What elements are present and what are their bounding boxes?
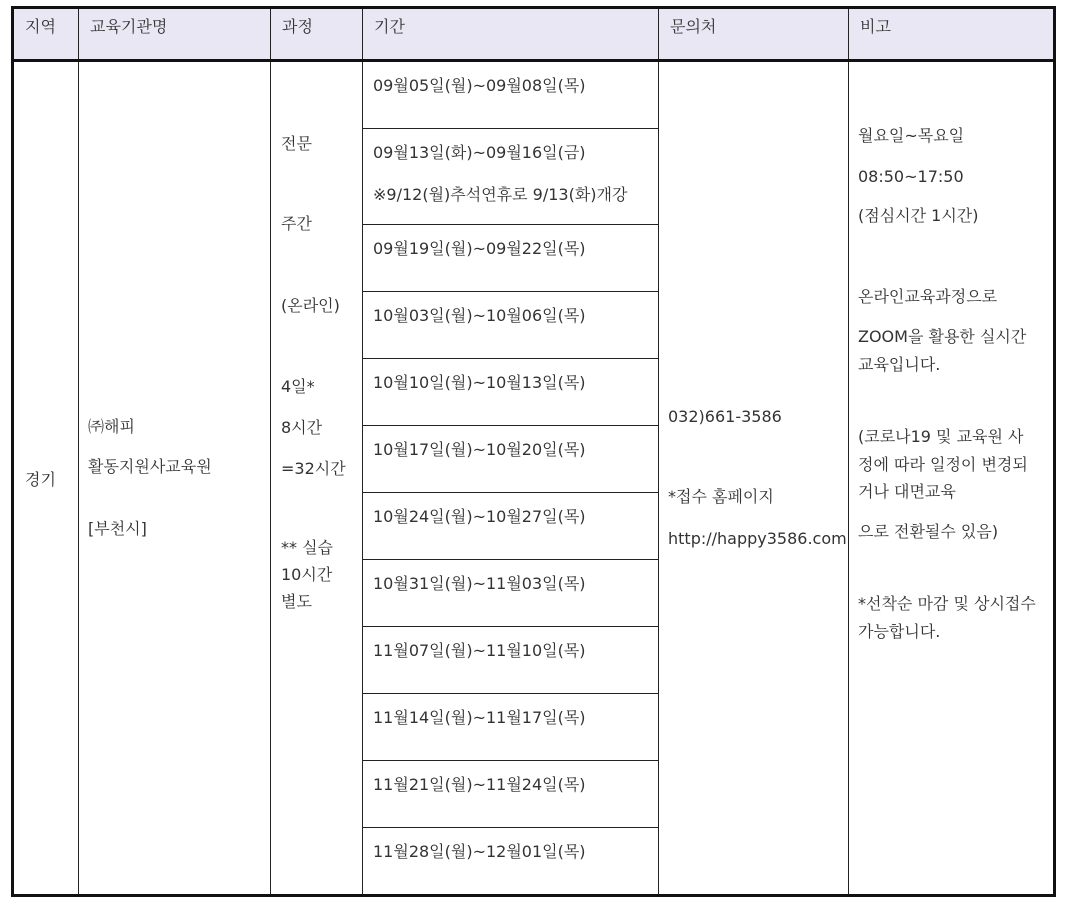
notes-cell: [849, 61, 1055, 896]
note-days: 월요일~목요일: [858, 126, 965, 145]
table-row: [13, 61, 1055, 129]
note-hours: 08:50~17:50: [858, 167, 964, 186]
note-realtime: 교육입니다.: [858, 355, 941, 374]
note-covid-3: 거나 대면교육: [858, 482, 956, 501]
period-note: ※9/12(월)추석연휴로 9/13(화)개강: [373, 185, 628, 204]
note-online: 온라인교육과정으로: [858, 287, 998, 306]
header-region: 지역: [13, 8, 79, 61]
note-possible: 가능합니다.: [858, 622, 941, 641]
period-cell: [363, 627, 659, 694]
header-institution: 교육기관명: [79, 8, 271, 61]
institution-type: 활동지원사교육원: [88, 457, 212, 476]
region-cell: [13, 61, 79, 896]
period-text: 09월13일(화)~09월16일(금): [373, 143, 586, 162]
institution-name: ㈜해피: [88, 417, 135, 436]
note-covid-2: 정에 따라 일정이 변경되: [858, 455, 1028, 474]
period-text: 10월17일(월)~10월20일(목): [373, 440, 586, 459]
course-practice-extra: 별도: [281, 592, 312, 611]
note-covid-4: 으로 전환될수 있음): [858, 522, 999, 541]
period-text: 11월07일(월)~11월10일(목): [373, 641, 586, 660]
period-cell: [363, 694, 659, 761]
period-text: 09월05일(월)~09월08일(목): [373, 76, 586, 95]
period-text: 11월21일(월)~11월24일(목): [373, 775, 586, 794]
header-course: 과정: [271, 8, 363, 61]
contact-homepage-link[interactable]: http://happy3586.com: [668, 529, 847, 548]
period-cell: [363, 225, 659, 292]
period-cell: [363, 61, 659, 129]
header-row: [13, 8, 1055, 61]
course-days: 4일*: [281, 377, 315, 396]
header-contact: 문의처: [659, 8, 849, 61]
course-mode: (온라인): [281, 296, 340, 315]
schedule-table: [11, 6, 1056, 897]
header-period: 기간: [363, 8, 659, 61]
course-practice: ** 실습: [281, 538, 333, 557]
note-first-come: *선착순 마감 및 상시접수: [858, 594, 1036, 613]
period-cell: [363, 359, 659, 426]
region-text: 경기: [25, 469, 56, 489]
note-covid-1: (코로나19 및 교육원 사: [858, 427, 1024, 446]
period-cell: [363, 828, 659, 896]
period-text: 09월19일(월)~09월22일(목): [373, 239, 586, 258]
course-type: 전문: [281, 134, 312, 153]
contact-cell: [659, 61, 849, 896]
period-text: 10월24일(월)~10월27일(목): [373, 507, 586, 526]
contact-phone: 032)661-3586: [668, 407, 782, 426]
period-text: 10월03일(월)~10월06일(목): [373, 306, 586, 325]
course-cell: [271, 61, 363, 896]
period-cell: [363, 560, 659, 627]
course-time: 주간: [281, 214, 312, 233]
period-cell: [363, 129, 659, 225]
course-hours: 8시간: [281, 418, 323, 437]
period-text: 11월28일(월)~12월01일(목): [373, 842, 586, 861]
period-cell: [363, 292, 659, 359]
period-text: 10월31일(월)~11월03일(목): [373, 574, 586, 593]
note-zoom: ZOOM을 활용한 실시간: [858, 327, 1027, 346]
note-lunch: (점심시간 1시간): [858, 206, 979, 225]
period-cell: [363, 761, 659, 828]
institution-city: [부천시]: [88, 519, 147, 538]
period-text: 11월14일(월)~11월17일(목): [373, 708, 586, 727]
header-notes: 비고: [849, 8, 1055, 61]
course-practice-hours: 10시간: [281, 565, 333, 584]
contact-homepage-label: *접수 홈페이지: [668, 487, 774, 506]
institution-cell: [79, 61, 271, 896]
period-text: 10월10일(월)~10월13일(목): [373, 373, 586, 392]
period-cell: [363, 493, 659, 560]
course-total: =32시간: [281, 459, 346, 478]
period-cell: [363, 426, 659, 493]
